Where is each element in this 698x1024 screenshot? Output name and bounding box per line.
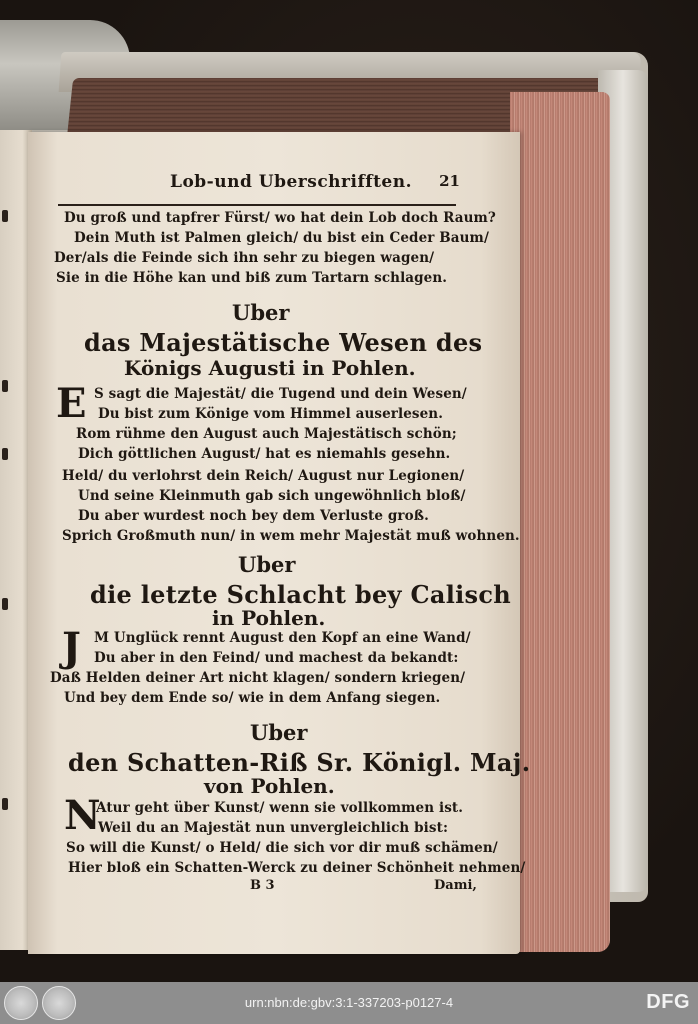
left-page-text-fragment — [2, 798, 8, 810]
urn-identifier: urn:nbn:de:gbv:3:1-337203-p0127-4 — [244, 995, 454, 1010]
section-heading-uber: Uber — [250, 720, 308, 745]
verse-line: S sagt die Majestät/ die Tugend und dein Wesen/ — [94, 386, 467, 402]
book-page — [28, 132, 531, 954]
verse-line: Daß Helden deiner Art nicht klagen/ sondern kriegen/ — [50, 670, 466, 686]
verse-line: Dein Muth ist Palmen gleich/ du bist ein Ceder Baum/ — [74, 230, 489, 246]
verse-line: M Unglück rennt August den Kopf an eine Wand/ — [94, 630, 471, 646]
left-page-text-fragment — [2, 448, 8, 460]
drop-initial: E — [56, 380, 87, 427]
section-title: den Schatten-Riß Sr. Königl. Maj. — [68, 748, 531, 777]
dfg-logo: DFG — [646, 991, 690, 1013]
verse-line: Sprich Großmuth nun/ in wem mehr Majestät muß wohnen. — [62, 528, 520, 544]
signature-mark: B 3 — [250, 878, 275, 893]
verse-line: Dich göttlichen August/ hat es niemahls gesehn. — [78, 446, 451, 462]
verse-line: Weil du an Majestät nun unvergleichlich bist: — [98, 820, 449, 836]
section-title: die letzte Schlacht bey Calisch — [90, 580, 512, 609]
verse-line: Held/ du verlohrst dein Reich/ August nur Legionen/ — [62, 468, 465, 484]
verse-line: Du groß und tapfrer Fürst/ wo hat dein Lob doch Raum? — [64, 210, 496, 226]
section-heading-uber: Uber — [238, 552, 296, 577]
header-rule — [58, 204, 456, 206]
verse-line: Du aber in den Feind/ und machest da bekandt: — [94, 650, 459, 666]
left-page-text-fragment — [2, 598, 8, 610]
page-number: 21 — [439, 172, 460, 190]
running-head — [60, 172, 460, 200]
page-right-edges — [510, 92, 610, 952]
section-subtitle: von Pohlen. — [204, 774, 335, 798]
viewer-footer-bar — [0, 982, 698, 1024]
left-page-text-fragment — [2, 380, 8, 392]
verse-line: Du aber wurdest noch bey dem Verluste groß. — [78, 508, 429, 524]
verse-line: Und seine Kleinmuth gab sich ungewöhnlich bloß/ — [78, 488, 466, 504]
verse-line: So will die Kunst/ o Held/ die sich vor dir muß schämen/ — [66, 840, 498, 856]
drop-initial: J — [62, 624, 81, 671]
verse-line: Du bist zum Könige vom Himmel auserlesen. — [98, 406, 443, 422]
left-page-text-fragment — [2, 210, 8, 222]
verse-line: Der/als die Feinde sich ihn sehr zu biegen wagen/ — [54, 250, 435, 266]
section-subtitle: Königs Augusti in Pohlen. — [124, 356, 416, 380]
section-title: das Majestätische Wesen des — [84, 328, 483, 357]
verse-line: Hier bloß ein Schatten-Werck zu deiner Schönheit nehmen/ — [68, 860, 526, 876]
verse-line: Atur geht über Kunst/ wenn sie vollkommen ist. — [96, 800, 464, 816]
verse-line: Rom rühme den August auch Majestätisch schön; — [76, 426, 457, 442]
running-title: Lob-und Uberschrifften. — [170, 172, 413, 192]
section-heading-uber: Uber — [232, 300, 290, 325]
catchword: Dami, — [434, 878, 477, 893]
verse-line: Sie in die Höhe kan und biß zum Tartarn schlagen. — [56, 270, 448, 286]
section-subtitle: in Pohlen. — [212, 606, 326, 630]
drop-initial: N — [64, 792, 101, 839]
verse-line: Und bey dem Ende so/ wie in dem Anfang siegen. — [64, 690, 441, 706]
